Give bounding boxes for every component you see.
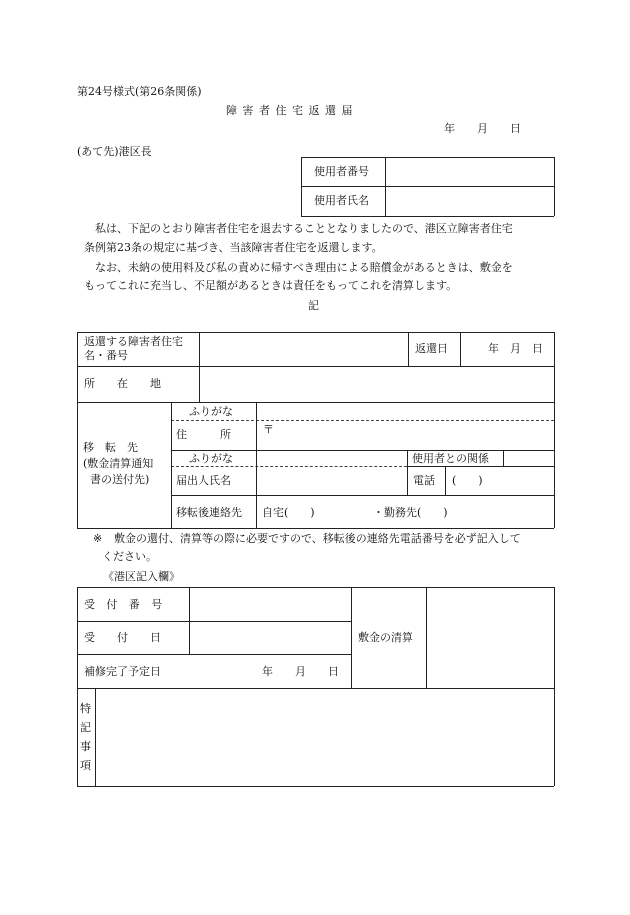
return-date-field[interactable]: 年 月 日: [488, 342, 543, 355]
addressee: (あて先)港区長: [77, 145, 152, 158]
notice-mark: ※: [93, 532, 103, 545]
receipt-number-label: 受 付 番 号: [84, 598, 163, 611]
repair-date-label: 補修完了予定日: [84, 665, 161, 678]
remarks-label-char-1: 特: [80, 702, 91, 715]
work-phone-field[interactable]: ・勤務先( ): [373, 506, 448, 519]
user-number-label: 使用者番号: [314, 165, 369, 178]
location-label: 所 在 地: [84, 377, 161, 390]
repair-date-field[interactable]: 年 月 日: [262, 665, 339, 678]
destination-label-line-2: (敷金清算通知: [83, 457, 154, 470]
page-title: 障 害 者 住 宅 返 還 届: [226, 104, 354, 117]
address-field[interactable]: [278, 424, 548, 442]
body-paragraph-2-line-2: もってこれに充当し、不足額があるときは責任をもってこれを清算します。: [84, 279, 458, 292]
deposit-label: 敷金の清算: [358, 631, 413, 644]
ki-heading: 記: [308, 299, 319, 312]
date-line: 年 月 日: [444, 122, 521, 135]
body-paragraph-1-line-1: 私は、下記のとおり障害者住宅を退去することとなりましたので、港区立障害者住宅: [95, 222, 513, 235]
destination-label-line-3: 書の送付先): [90, 473, 150, 486]
return-date-label: 返還日: [415, 342, 448, 355]
housing-label-line-2: 名・番号: [84, 349, 128, 362]
address-label: 住 所: [176, 428, 231, 441]
remarks-label-char-4: 項: [80, 759, 91, 772]
remarks-label-char-3: 事: [80, 740, 91, 753]
postal-mark: 〒: [263, 423, 274, 436]
furigana-label-address: ふりがな: [189, 405, 233, 418]
form-number: 第24号様式(第26条関係): [77, 85, 202, 98]
home-phone-field[interactable]: 自宅( ): [262, 506, 315, 519]
body-paragraph-1-line-2: 条例第23条の規定に基づき、当該障害者住宅を返還します。: [84, 241, 383, 254]
remarks-label-char-2: 記: [80, 721, 91, 734]
receipt-date-label: 受 付 日: [84, 631, 161, 644]
office-section-title: 《港区記入欄》: [103, 570, 180, 583]
notice-line-2: ください。: [102, 550, 157, 563]
user-name-label: 使用者氏名: [314, 194, 369, 207]
applicant-name-label: 届出人氏名: [176, 474, 231, 487]
relation-label: 使用者との関係: [412, 452, 489, 465]
phone-label: 電話: [413, 474, 435, 487]
notice-line-1: 敷金の還付、清算等の際に必要ですので、移転後の連絡先電話番号を必ず記入して: [114, 532, 521, 545]
contact-label: 移転後連絡先: [176, 506, 242, 519]
phone-field[interactable]: ( ): [452, 474, 483, 487]
destination-label-line-1: 移 転 先: [83, 441, 138, 454]
housing-label-line-1: 返還する障害者住宅: [84, 335, 183, 348]
furigana-label-name: ふりがな: [189, 452, 233, 465]
body-paragraph-2-line-1: なお、未納の使用料及び私の責めに帰すべき理由による賠償金があるときは、敷金を: [95, 261, 513, 274]
